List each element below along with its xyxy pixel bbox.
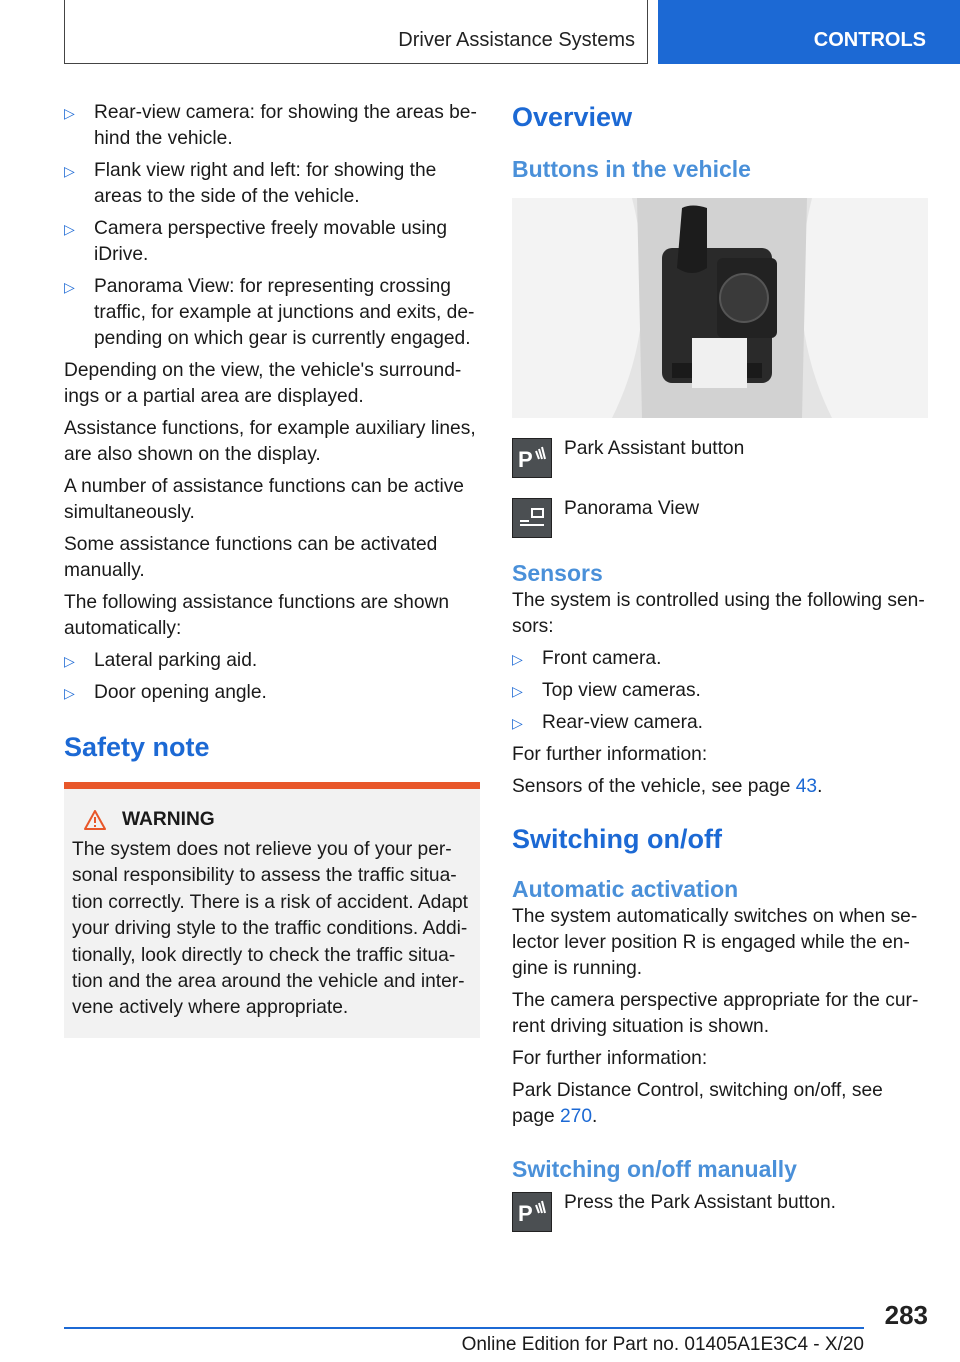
switching-heading: Switching on/off — [512, 824, 722, 854]
section-title: Driver Assistance Systems — [64, 0, 648, 64]
paragraph: A number of assistance functions can be active simultaneously. — [64, 476, 464, 523]
button-row-panorama-view — [512, 496, 928, 542]
manual-switching-heading: Switching on/off manually — [512, 1156, 797, 1182]
list-item: ▷ Lateral parking aid. — [64, 648, 480, 674]
camera-views-list — [64, 100, 480, 352]
left-column — [64, 100, 480, 1038]
chapter-tab: CONTROLS — [658, 0, 960, 64]
warning-box — [64, 789, 480, 1038]
list-item: ▷ Rear-view camera. — [512, 710, 928, 736]
warning-triangle-icon — [84, 810, 106, 830]
right-column — [512, 100, 928, 1250]
triangle-bullet-icon: ▷ — [64, 653, 75, 669]
triangle-bullet-icon: ▷ — [64, 279, 75, 295]
footer-divider — [64, 1327, 864, 1329]
auto-functions-list — [64, 648, 480, 706]
button-label: Park Assistant button — [564, 438, 745, 459]
svg-text:P: P — [518, 1201, 533, 1225]
warning-bar — [64, 782, 480, 789]
triangle-bullet-icon: ▷ — [512, 683, 523, 699]
paragraph: Sensors of the vehicle, see page 43. — [512, 776, 823, 797]
triangle-bullet-icon: ▷ — [64, 105, 75, 121]
safety-note-heading: Safety note — [64, 732, 210, 762]
paragraph: For further information: — [512, 1048, 708, 1069]
button-label: Panorama View — [564, 498, 700, 519]
button-row-manual — [512, 1190, 928, 1236]
paragraph: The system is controlled using the following sen-sors: — [512, 590, 925, 637]
overview-heading: Overview — [512, 102, 633, 132]
list-item: ▷ Top view cameras. — [512, 678, 928, 704]
triangle-bullet-icon: ▷ — [512, 715, 523, 731]
triangle-bullet-icon: ▷ — [64, 221, 75, 237]
sensors-list — [512, 646, 928, 736]
paragraph: Some assistance functions can be activated manually. — [64, 534, 438, 581]
list-item: ▷ Panorama View: for representing crossing traffic, for example at junctions and exits, de-pending on which gear is currently engaged. — [64, 276, 475, 349]
panorama-view-icon — [512, 498, 552, 538]
list-item: ▷ Camera perspective freely movable using iDrive. — [64, 218, 448, 265]
paragraph: Park Distance Control, switching on/off, see page 270. — [512, 1080, 883, 1127]
park-assistant-icon — [512, 1192, 552, 1232]
center-console-photo — [512, 198, 928, 418]
list-item: ▷ Door opening angle. — [64, 680, 480, 706]
paragraph: Assistance functions, for example auxiliary lines, are also shown on the display. — [64, 418, 476, 465]
svg-text:P: P — [518, 447, 533, 471]
paragraph: Depending on the view, the vehicle's surround-ings or a partial area are displayed. — [64, 360, 462, 407]
warning-text: The system does not relieve you of your per-sonal responsibility to assess the traffic situa-tion correctly. There is a risk of accident. Adapt your driving style to the traffic conditions. Addi-tionally, look directly to check the traffic situa-tion and the area around the vehicle and inter-vene actively where appropriate. — [72, 839, 469, 1019]
paragraph: For further information: — [512, 744, 708, 765]
list-item: ▷ Front camera. — [512, 646, 928, 672]
footer-edition: Online Edition for Part no. 01405A1E3C4 - X/20 — [461, 1334, 864, 1355]
paragraph: The following assistance functions are shown automatically: — [64, 592, 450, 639]
sensors-heading: Sensors — [512, 560, 603, 586]
buttons-heading: Buttons in the vehicle — [512, 156, 751, 182]
list-item: ▷ Rear-view camera: for showing the areas be-hind the vehicle. — [64, 102, 477, 149]
paragraph: The system automatically switches on when se-lector lever position R is engaged while the en-gine is running. — [512, 906, 918, 979]
page-link-park-distance-control[interactable]: 270 — [560, 1106, 593, 1127]
page-header — [0, 0, 960, 66]
page-link-sensors[interactable]: 43 — [795, 776, 818, 797]
button-row-park-assistant — [512, 436, 928, 482]
button-label: Press the Park Assistant button. — [564, 1192, 836, 1213]
list-item: ▷ Flank view right and left: for showing the areas to the side of the vehicle. — [64, 160, 437, 207]
park-assistant-icon — [512, 438, 552, 478]
warning-title: WARNING — [72, 809, 472, 831]
triangle-bullet-icon: ▷ — [512, 651, 523, 667]
paragraph: The camera perspective appropriate for the cur-rent driving situation is shown. — [512, 990, 919, 1037]
automatic-activation-heading: Automatic activation — [512, 876, 739, 902]
triangle-bullet-icon: ▷ — [64, 163, 75, 179]
triangle-bullet-icon: ▷ — [64, 685, 75, 701]
page-number: 283 — [884, 1300, 928, 1330]
